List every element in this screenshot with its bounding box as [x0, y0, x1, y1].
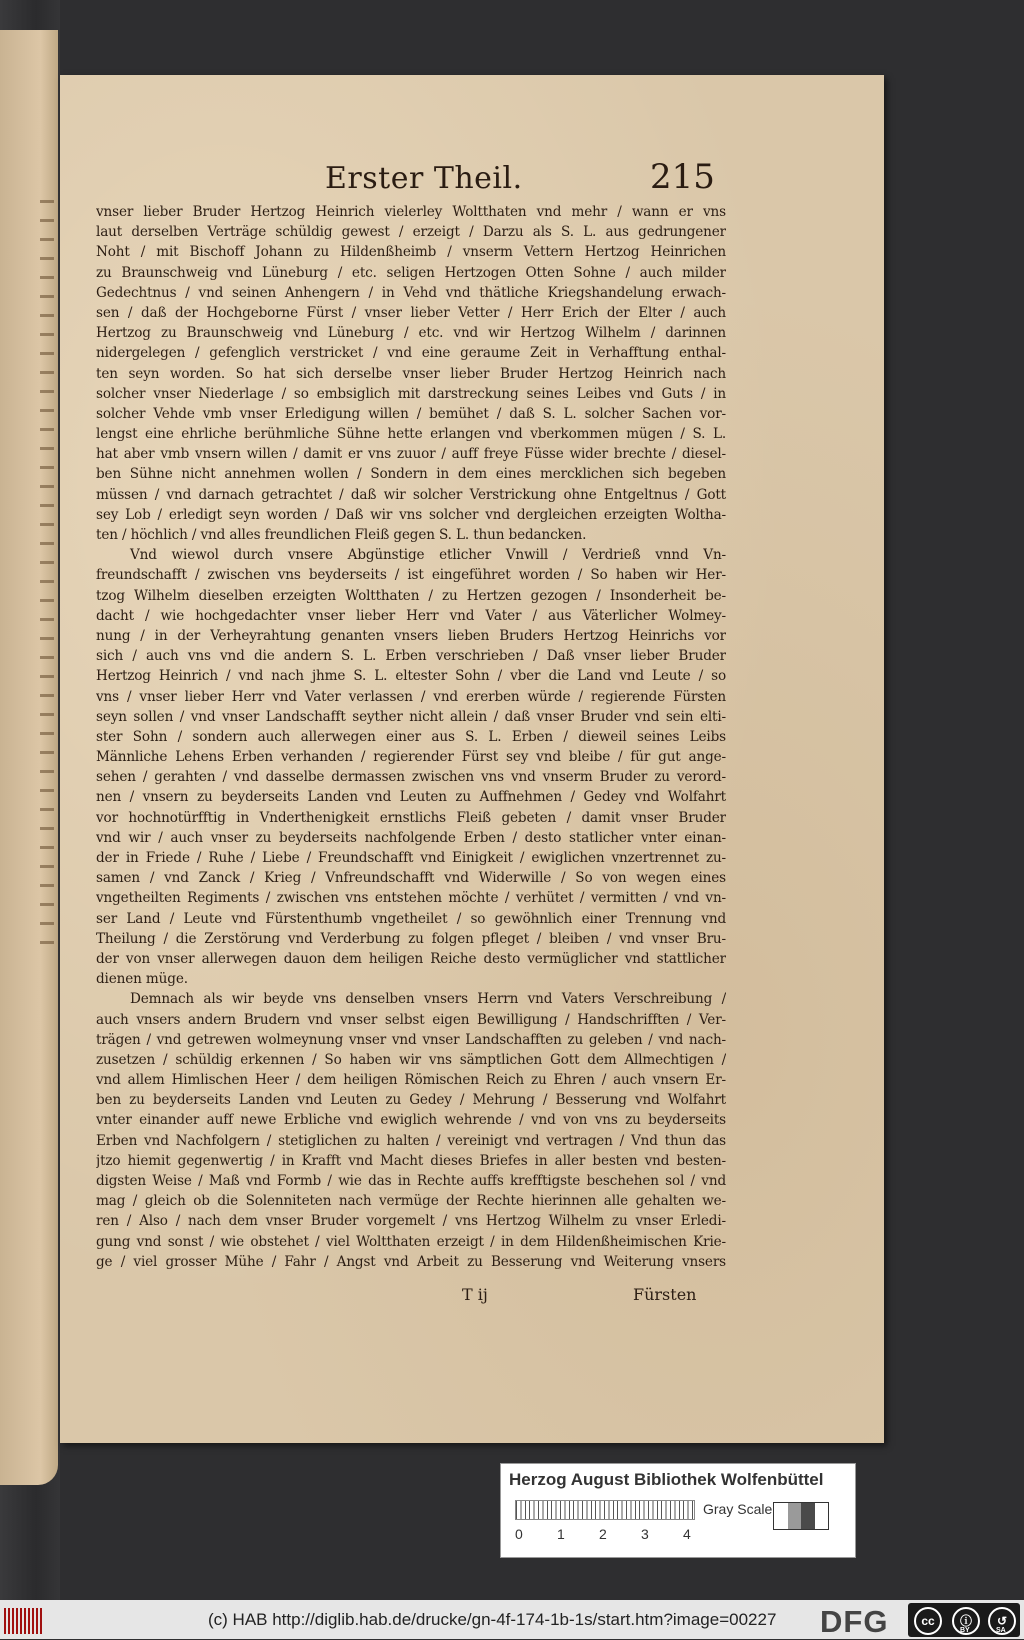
text-line: ge / viel grosser Mühe / Fahr / Angst vnd Arbeit zu Besserung vnd Weiterung vnsers [96, 1253, 726, 1270]
text-line: trägen / vnd getrewen wolmeynung vnser vnd vnser Landschafften zu geleben / vnd nach- [96, 1031, 726, 1048]
body-text [96, 202, 726, 1272]
copyright-url[interactable]: (c) HAB http://diglib.hab.de/drucke/gn-4f-174-1b-1s/start.htm?image=00227 [208, 1610, 777, 1629]
text-line: Hertzog zu Braunschweig vnd Lüneburg / etc. vnd wir Hertzog Wilhelm / darinnen [96, 325, 726, 342]
text-line: vnd allem Himlischen Heer / dem heiligen Römischen Reich zu Ehren / auch vnsern Er- [96, 1072, 726, 1089]
footer-bar [0, 1600, 1024, 1639]
text-line: vor hochnotürfftig in Vnderthenigkeit ernstlichs Fleiß gebeten / damit vnser Bruder [96, 809, 726, 826]
text-line: solcher Vehde vmb vnser Erledigung willen / bemühet / daß S. L. solcher Sachen vor- [96, 405, 726, 422]
gray-scale-swatches [773, 1502, 829, 1530]
text-line: laut derselben Verträge schüldig gewest / erzeigt / Darzu als S. L. aus gedrungener [96, 224, 726, 241]
text-line: ser Land / Leute vnd Fürstenthumb vngetheilet / so gewöhnlich einer Trennung vnd [96, 910, 726, 927]
text-line: nung / in der Verheyrahtung genanten vnsers lieben Bruders Hertzog Heinrichs vor [96, 627, 726, 644]
catchword: Fürsten [633, 1285, 697, 1304]
text-line: Theilung / die Zerstörung vnd Verderbung zu folgen pfleget / bleiben / vnd vnser Bru- [96, 930, 726, 947]
text-line: digsten Weise / Maß vnd Formb / wie das in Rechte auffs krefftigste beschehen sol / vnd [96, 1173, 726, 1189]
text-line: gung vnd sonst / wie obstehet / viel Woltthaten erzeigt / in dem Hildenßheimischen Krie- [96, 1233, 726, 1250]
text-line: auch vnsers andern Brudern vnd vnser selbst eigen Bewilligung / Handschrifften / Ver- [96, 1011, 726, 1028]
text-line: Erben vnd Nachfolgern / stetiglichen zu halten / vereinigt vnd vertragen / Vnd thun das [96, 1132, 726, 1149]
sa-tag: SA [996, 1627, 1006, 1634]
text-line: ster Sohn / sondern auch allerwegen einer aus S. L. Erben / dieweil seines Leibs [96, 728, 726, 745]
text-line: seyn sollen / vnd vnser Landschafft seyther nicht allein / daß vnser Bruder vnd sein elti- [96, 708, 726, 725]
text-line: ten seyn worden. So hat sich derselbe vnser lieber Bruder Hertzog Heinrich nach [96, 365, 726, 382]
hab-logo-icon [4, 1608, 44, 1634]
text-line: sehen / gerahten / vnd dasselbe dermassen zwischen vns vnd vnserm Bruder zu verord- [96, 769, 726, 786]
ruler-number: 0 [515, 1526, 523, 1542]
text-line: zu Braunschweig vnd Lüneburg / etc. seligen Hertzogen Otten Sohne / auch milder [96, 264, 726, 281]
text-line: nidergelegen / gefenglich verstricket / vnd eine geraume Zeit in Verhafftung enthal- [96, 345, 726, 362]
scale-ruler [515, 1500, 695, 1520]
ruler-number: 3 [641, 1526, 649, 1542]
gray-scale-label: Gray Scale [703, 1501, 773, 1517]
text-line: solcher vnser Niederlage / so embsiglich mit darstreckung seines Leibes vnd Guts / in [96, 385, 726, 402]
previous-page-edge [0, 30, 58, 1485]
text-line: Männliche Lehens Erben verhanden / regierender Fürst sey vnd bleibe / für gut ange- [96, 749, 726, 766]
ruler-number: 4 [683, 1526, 691, 1542]
text-line: der von vnser allerwegen dauon dem heiligen Reiche desto vermüglicher vnd stattlicher [96, 950, 726, 967]
text-line: der in Friede / Ruhe / Liebe / Freundschafft vnd Einigkeit / ewiglichen vnzertrennet zu- [96, 850, 726, 866]
cc-license-badge[interactable] [908, 1603, 1020, 1637]
text-line: freundschafft / zwischen vns beyderseits / ist eingeführet worden / So haben wir Her- [96, 567, 726, 584]
previous-page-text-edge [40, 200, 54, 960]
signature-mark: T ij [462, 1285, 488, 1304]
gray-swatch [815, 1503, 829, 1529]
text-line: hat aber vmb vnsern willen / damit er vns zuuor / auff freye Füsse wider brechte / diesel- [96, 446, 726, 463]
text-line: dienen müge. [96, 971, 188, 988]
gray-swatch [774, 1503, 788, 1529]
text-line: tzog Wilhelm dieselben erzeigten Woltthaten / zu Hertzen gezogen / Insonderheit be- [96, 587, 726, 604]
running-head: Erster Theil. [325, 161, 523, 196]
text-line: ben zu beyderseits Landen vnd Leuten zu Gedey / Mehrung / Besserung vnd Wolfahrt [96, 1092, 726, 1109]
text-line: Vnd wiewol durch vnsere Abgünstige etlicher Vnwill / Verdrieß vnnd Vn- [130, 547, 726, 564]
text-line: mag / gleich ob die Solenniteten nach vermüge der Rechte hierinnen alle gehalten we- [96, 1193, 726, 1210]
text-line: sey Lob / erledigt seyn worden / Daß wir vns solcher vnd dergleichen erzeigten Woltha- [96, 506, 726, 523]
library-label-card [500, 1463, 856, 1558]
text-line: lengst eine ehrliche berühmliche Sühne hette erlangen vnd vberkommen mügen / S. L. [96, 426, 726, 443]
text-line: jtzo hiemit gegenwertig / in Krafft vnd Macht dieses Briefes in aller besten vnd besten- [96, 1152, 726, 1169]
ruler-number: 2 [599, 1526, 607, 1542]
library-name: Herzog August Bibliothek Wolfenbüttel [509, 1470, 824, 1489]
text-line: vns / vnser lieber Herr vnd Vater verlassen / vnd ererben würde / regierende Fürsten [96, 688, 726, 705]
gray-swatch [788, 1503, 802, 1529]
text-line: ben Sühne nicht annehmen wollen / Sondern in dem eines mercklichen sich begeben [96, 466, 726, 483]
text-line: Gedechtnus / vnd seinen Anhengern / in Vehd vnd thätliche Kriegshandelung erwach- [96, 284, 726, 301]
text-line: Demnach als wir beyde vns denselben vnsers Herrn vnd Vaters Verschreibung / [130, 991, 726, 1008]
gray-swatch [801, 1503, 815, 1529]
ruler-number: 1 [557, 1526, 565, 1542]
text-line: zusetzen / schüldig erkennen / So haben wir vns sämptlichen Gott dem Allmechtigen / [96, 1051, 726, 1068]
text-line: vnd wir / auch vnser zu beyderseits nachfolgende Erben / desto statlicher vnter einan- [96, 829, 726, 846]
text-line: dacht / wie hochgedachter vnser lieber Herr vnd Vater / aus Väterlicher Wolmey- [96, 607, 726, 624]
by-tag: BY [960, 1627, 970, 1634]
page-number: 215 [650, 157, 715, 197]
text-line: müssen / vnd darnach getrachtet / daß wir solcher Verstrickung ohne Entgeltnus / Gott [96, 486, 726, 503]
text-line: ren / Also / nach dem vnser Bruder vorgemelt / vns Hertzog Wilhelm zu vnser Erledi- [96, 1213, 726, 1230]
cc-icon: cc [914, 1607, 942, 1635]
text-line: ten / höchlich / vnd alles freundlichen Fleiß gegen S. L. thun bedancken. [96, 527, 587, 543]
book-page [60, 75, 884, 1443]
text-line: samen / vnd Zanck / Krieg / Vnfreundschafft vnd Widerwille / So von wegen eines [96, 870, 726, 887]
dfg-logo: DFG [820, 1604, 889, 1639]
by-icon: ⓘ [952, 1607, 980, 1635]
text-line: sen / daß der Hochgeborne Fürst / vnser lieber Vetter / Herr Erich der Elter / auch [96, 304, 726, 321]
text-line: Noht / mit Bischoff Johann zu Hildenßheimb / vnserm Vettern Hertzog Heinrichen [96, 244, 726, 261]
text-line: nen / vnsern zu beyderseits Landen vnd Leuten zu Auffnehmen / Gedey vnd Wolfahrt [96, 789, 726, 806]
text-line: vnter einander auff newe Erbliche vnd ewiglich wehrende / vnd von vns zu beyderseits [96, 1112, 726, 1129]
text-line: vnser lieber Bruder Hertzog Heinrich vielerley Woltthaten vnd mehr / wann er vns [96, 204, 726, 220]
text-line: sich / auch vns vnd die andern S. L. Erben verschrieben / Daß vnser lieber Bruder [96, 648, 726, 665]
sa-icon: ↺ [988, 1607, 1016, 1635]
text-line: Hertzog Heinrich / vnd nach jhme S. L. eltester Sohn / vber die Land vnd Leute / so [96, 668, 726, 685]
text-line: vngetheilten Regiments / zwischen vns entstehen möchte / verhütet / vermitten / vnd vn- [96, 890, 726, 907]
